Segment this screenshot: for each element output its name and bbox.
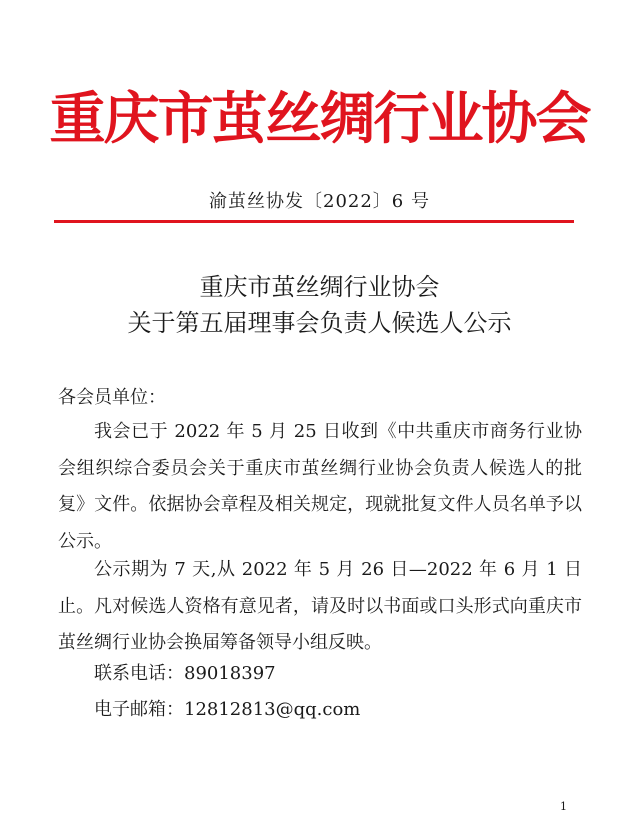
document-title-line-1: 重庆市茧丝绸行业协会 <box>199 273 440 301</box>
salutation: 各会员单位： <box>58 387 166 408</box>
body-paragraph-1: 我会已于 2022 年 5 月 25 日收到《中共重庆市商务行业协会组织综合委员会关于重庆市茧丝绸行业协会负责人候选人的批复》文件。依据协会章程及相关规定，现就批复文件人员名单予以公示。 <box>58 421 582 552</box>
page-number: 1 <box>560 800 567 813</box>
contact-email: 电子邮箱：12812813@qq.com <box>94 699 361 720</box>
contact-phone: 联系电话：89018397 <box>94 663 276 684</box>
document-title-line-2: 关于第五届理事会负责人候选人公示 <box>127 309 512 337</box>
body-paragraph-2: 公示期为 7 天,从 2022 年 5 月 26 日—2022 年 6 月 1 日止。凡对候选人资格有意见者，请及时以书面或口头形式向重庆市茧丝绸行业协会换届筹备领导小组反映。 <box>58 559 582 653</box>
red-header-rule <box>54 220 574 223</box>
document-number: 渝茧丝协发〔2022〕6 号 <box>209 191 430 212</box>
organization-masthead: 重庆市茧丝绸行业协会 <box>49 87 590 152</box>
